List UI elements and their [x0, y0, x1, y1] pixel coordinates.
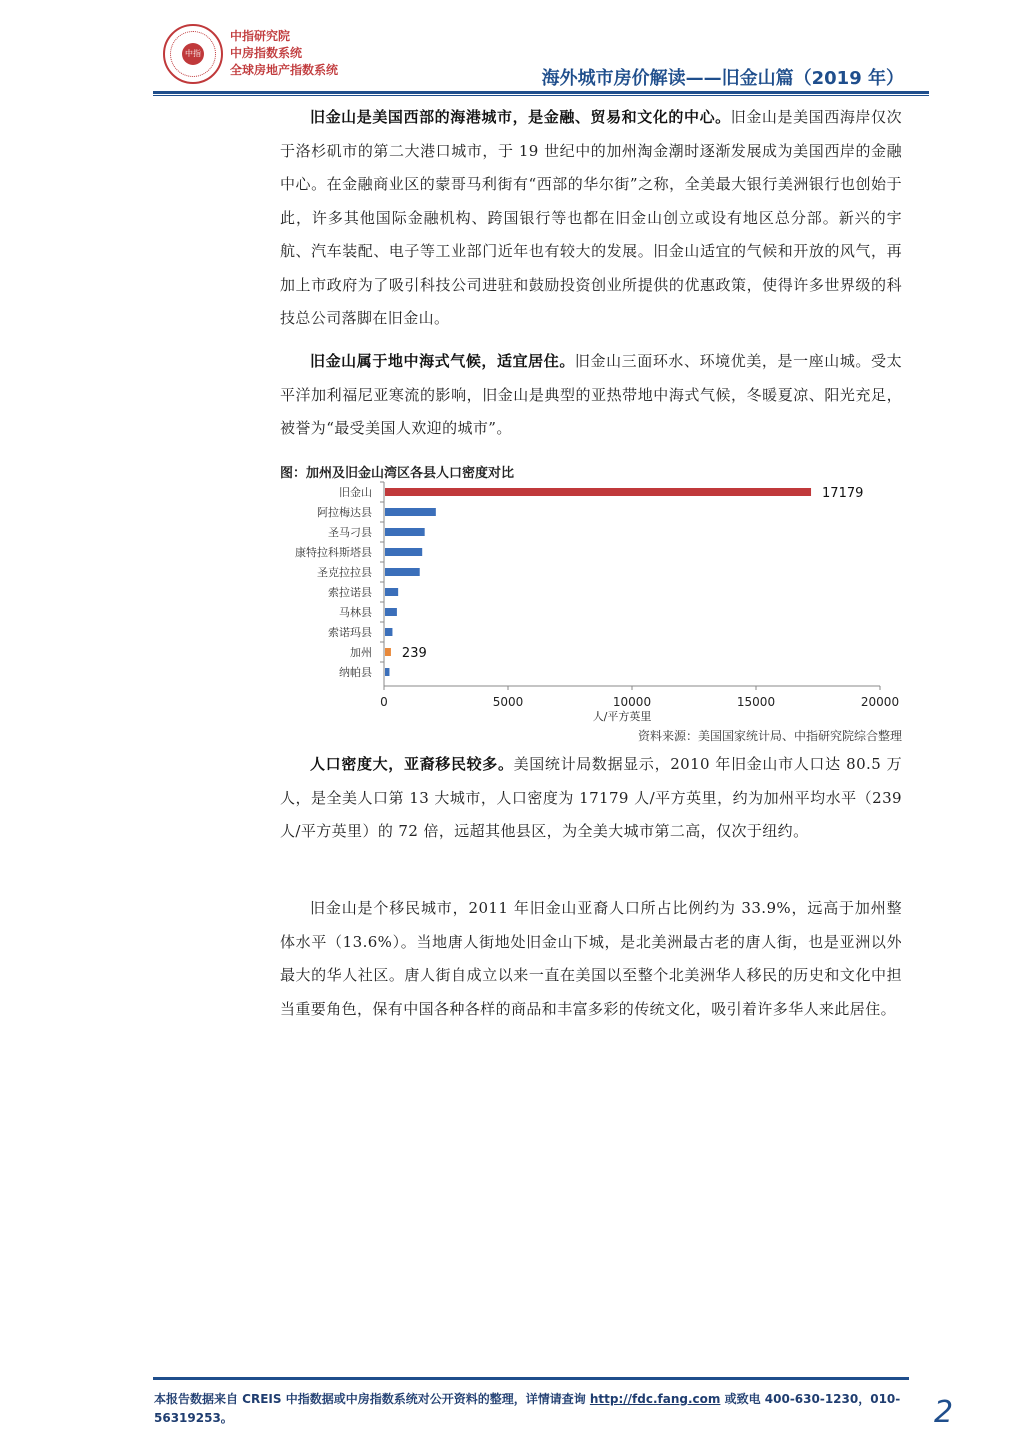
footer-link[interactable]: http://fdc.fang.com — [589, 1392, 721, 1406]
category-label-3: 康特拉科斯塔县 — [295, 546, 372, 559]
x-tick-label-3: 15000 — [736, 695, 776, 709]
bar-7 — [385, 628, 392, 636]
bar-8 — [385, 648, 391, 656]
bar-1 — [385, 508, 436, 516]
paragraph-body: 美国统计局数据显示，2010 年旧金山市人口达 80.5 万人，是全美人口第 13 大城市，人口密度为 17179 人/平方英里，约为加州平均水平（239 人/平方英里）的 72 倍，远超其他县区，为全美大城市第二高，仅次于纽约。 — [280, 755, 902, 840]
bar-3 — [385, 548, 422, 556]
header-rule-thin — [153, 95, 929, 96]
paragraph-climate — [280, 345, 902, 446]
report-title: 海外城市房价解读——旧金山篇（2019 年） — [541, 68, 904, 89]
footer-text-end: 或致电 400-630-1230，010-56319253。 — [154, 1392, 901, 1425]
org-line-1: 中指研究院 — [230, 29, 291, 43]
category-label-0: 旧金山 — [339, 486, 372, 499]
category-label-1: 阿拉梅达县 — [317, 506, 372, 519]
bar-6 — [385, 608, 397, 616]
header-rule — [153, 91, 929, 94]
bar-4 — [385, 568, 420, 576]
paragraph-body: 旧金山三面环水、环境优美，是一座山城。受太平洋加利福尼亚寒流的影响，旧金山是典型的亚热带地中海式气候，冬暖夏凉、阳光充足，被誉为“最受美国人欢迎的城市”。 — [280, 352, 902, 437]
figure-title: 图：加州及旧金山湾区各县人口密度对比 — [280, 466, 515, 481]
x-tick-label-1: 5000 — [492, 695, 524, 709]
figure-source: 资料来源：美国国家统计局、中指研究院综合整理 — [637, 729, 902, 743]
bar-9 — [385, 668, 389, 676]
data-label-0: 17179 — [822, 486, 864, 501]
logo-center: 中指 — [182, 43, 204, 65]
bar-0 — [385, 488, 811, 496]
category-label-4: 圣克拉拉县 — [317, 566, 372, 579]
category-label-6: 马林县 — [339, 606, 372, 619]
footer-text: 本报告数据来自 CREIS 中指数据或中房指数系统对公开资料的整理，详情请查询 — [154, 1392, 590, 1406]
paragraph-lead: 旧金山是美国西部的海港城市，是金融、贸易和文化的中心。 — [310, 108, 731, 126]
category-label-7: 索诺玛县 — [328, 626, 372, 639]
paragraph-body: 旧金山是美国西海岸仅次于洛杉矶市的第二大港口城市，于 19 世纪中的加州淘金潮时逐渐发展成为美国西岸的金融中心。在金融商业区的蒙哥马利街有“西部的华尔街”之称，全美最大银行美洲银行也创始于此，许多其他国际金融机构、跨国银行等也都在旧金山创立或设有地区总分部。新兴的宇航、汽车装配、电子等工业部门近年也有较大的发展。旧金山适宜的气候和开放的风气，再加上市政府为了吸引科技公司进驻和鼓励投资创业所提供的优惠政策，使得许多世界级的科技总公司落脚在旧金山。 — [280, 108, 902, 327]
x-tick-label-4: 20000 — [860, 695, 900, 709]
org-line-3: 全球房地产指数系统 — [230, 63, 339, 77]
paragraph-lead: 旧金山属于地中海式气候，适宜居住。 — [310, 352, 575, 370]
x-axis-label: 人/平方英里 — [592, 710, 652, 723]
population-density-chart — [280, 480, 910, 730]
org-line-2: 中房指数系统 — [230, 46, 303, 60]
x-tick-label-2: 10000 — [612, 695, 652, 709]
data-label-8: 239 — [401, 646, 427, 661]
org-logo — [163, 24, 223, 84]
category-label-9: 纳帕县 — [339, 666, 372, 679]
footer-note — [154, 1390, 914, 1428]
paragraph-finance — [280, 101, 902, 336]
page-number: 2 — [934, 1395, 954, 1430]
bar-2 — [385, 528, 425, 536]
paragraph-lead: 人口密度大，亚裔移民较多。 — [310, 755, 514, 773]
x-tick-label-0: 0 — [380, 695, 388, 709]
category-label-2: 圣马刁县 — [328, 526, 372, 539]
category-label-5: 索拉诺县 — [328, 586, 372, 599]
org-name-block — [230, 28, 338, 79]
paragraph-immigration — [280, 892, 902, 1026]
footer-rule — [153, 1377, 909, 1380]
paragraph-density — [280, 748, 902, 849]
paragraph-body: 旧金山是个移民城市，2011 年旧金山亚裔人口所占比例约为 33.9%，远高于加州整体水平（13.6%）。当地唐人街地处旧金山下城，是北美洲最古老的唐人街，也是亚洲以外最大的华人社区。唐人街自成立以来一直在美国以至整个北美洲华人移民的历史和文化中担当重要角色，保有中国各种各样的商品和丰富多彩的传统文化，吸引着许多华人来此居住。 — [280, 899, 902, 1018]
category-label-8: 加州 — [350, 646, 372, 659]
bar-5 — [385, 588, 398, 596]
